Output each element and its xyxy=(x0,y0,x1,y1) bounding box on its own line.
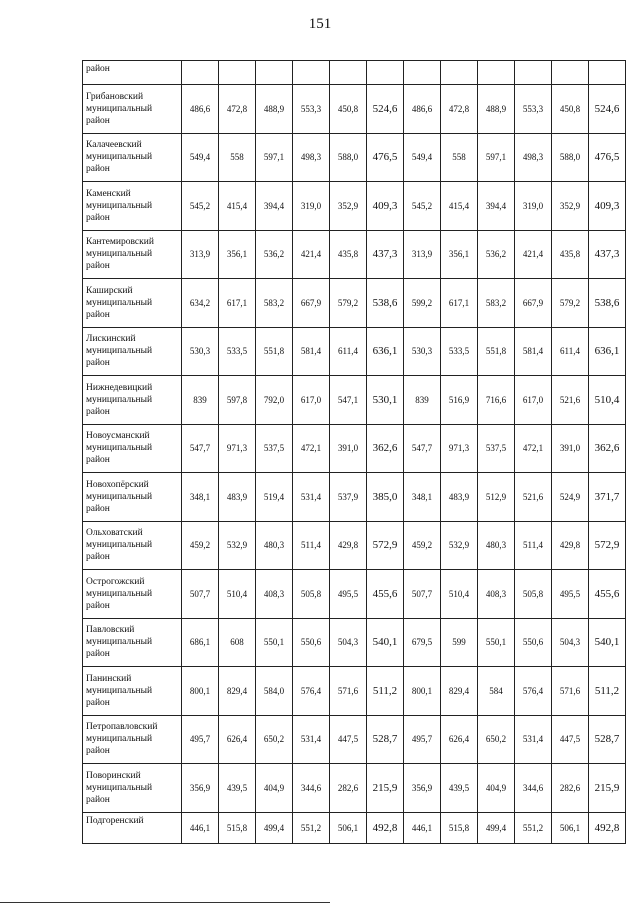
value-cell: 352,9 xyxy=(330,182,367,231)
value-cell: 371,7 xyxy=(589,473,626,522)
value-cell: 599,2 xyxy=(404,279,441,328)
value-cell: 515,8 xyxy=(441,812,478,843)
value-cell: 409,3 xyxy=(367,182,404,231)
value-cell: 437,3 xyxy=(367,230,404,279)
value-cell: 545,2 xyxy=(404,182,441,231)
district-name-cell: Панинский муниципальный район xyxy=(83,667,182,716)
table-row xyxy=(83,424,626,473)
value-cell: 483,9 xyxy=(219,473,256,522)
page-number: 151 xyxy=(308,16,332,32)
value-cell: 447,5 xyxy=(330,715,367,764)
district-name-cell: Кантемировский муниципальный район xyxy=(83,230,182,279)
value-cell: 282,6 xyxy=(330,764,367,813)
value-cell: 532,9 xyxy=(219,521,256,570)
value-cell: 521,6 xyxy=(552,376,589,425)
value-cell: 581,4 xyxy=(515,327,552,376)
value-cell: 626,4 xyxy=(219,715,256,764)
value-cell: 476,5 xyxy=(367,133,404,182)
value-cell: 611,4 xyxy=(330,327,367,376)
district-name-cell: Острогожский муниципальный район xyxy=(83,570,182,619)
value-cell: 550,1 xyxy=(478,618,515,667)
district-name-cell: Новоусманский муниципальный район xyxy=(83,424,182,473)
value-cell: 391,0 xyxy=(552,424,589,473)
value-cell: 362,6 xyxy=(589,424,626,473)
value-cell: 492,8 xyxy=(367,812,404,843)
table-row xyxy=(83,473,626,522)
value-cell: 551,8 xyxy=(256,327,293,376)
value-cell: 510,4 xyxy=(441,570,478,619)
table-row xyxy=(83,133,626,182)
value-cell: 356,9 xyxy=(404,764,441,813)
value-cell: 313,9 xyxy=(182,230,219,279)
value-cell: 437,3 xyxy=(589,230,626,279)
value-cell: 348,1 xyxy=(182,473,219,522)
value-cell: 476,5 xyxy=(589,133,626,182)
value-cell: 356,1 xyxy=(219,230,256,279)
value-cell: 537,5 xyxy=(256,424,293,473)
value-cell: 446,1 xyxy=(182,812,219,843)
value-cell: 446,1 xyxy=(404,812,441,843)
data-table xyxy=(82,60,626,844)
value-cell: 572,9 xyxy=(589,521,626,570)
value-cell: 362,6 xyxy=(367,424,404,473)
value-cell: 572,9 xyxy=(367,521,404,570)
value-cell: 533,5 xyxy=(219,327,256,376)
value-cell: 439,5 xyxy=(441,764,478,813)
value-cell: 579,2 xyxy=(330,279,367,328)
value-cell: 495,5 xyxy=(330,570,367,619)
value-cell: 839 xyxy=(404,376,441,425)
value-cell: 511,4 xyxy=(293,521,330,570)
value-cell: 215,9 xyxy=(589,764,626,813)
value-cell: 971,3 xyxy=(219,424,256,473)
value-cell: 483,9 xyxy=(441,473,478,522)
table-row xyxy=(83,279,626,328)
value-cell: 459,2 xyxy=(404,521,441,570)
value-cell: 550,6 xyxy=(515,618,552,667)
value-cell: 495,5 xyxy=(552,570,589,619)
value-cell: 532,9 xyxy=(441,521,478,570)
value-cell: 839 xyxy=(182,376,219,425)
value-cell: 531,4 xyxy=(515,715,552,764)
value-cell: 549,4 xyxy=(404,133,441,182)
value-cell: 409,3 xyxy=(589,182,626,231)
value-cell: 352,9 xyxy=(552,182,589,231)
value-cell: 551,8 xyxy=(478,327,515,376)
value-cell: 504,3 xyxy=(330,618,367,667)
district-name-cell: Поворинский муниципальный район xyxy=(83,764,182,813)
value-cell: 498,3 xyxy=(293,133,330,182)
value-cell: 588,0 xyxy=(330,133,367,182)
district-name-cell: Ольховатский муниципальный район xyxy=(83,521,182,570)
value-cell: 550,1 xyxy=(256,618,293,667)
value-cell: 679,5 xyxy=(404,618,441,667)
value-cell: 313,9 xyxy=(404,230,441,279)
value-cell: 650,2 xyxy=(478,715,515,764)
value-cell: 391,0 xyxy=(330,424,367,473)
value-cell: 540,1 xyxy=(367,618,404,667)
value-cell: 472,8 xyxy=(441,85,478,134)
value-cell: 626,4 xyxy=(441,715,478,764)
value-cell: 588,0 xyxy=(552,133,589,182)
value-cell: 800,1 xyxy=(182,667,219,716)
footnote-divider xyxy=(0,902,330,903)
value-cell: 511,2 xyxy=(367,667,404,716)
value-cell: 499,4 xyxy=(256,812,293,843)
value-cell: 348,1 xyxy=(404,473,441,522)
value-cell: 597,1 xyxy=(478,133,515,182)
value-cell: 505,8 xyxy=(293,570,330,619)
value-cell: 459,2 xyxy=(182,521,219,570)
row-label: район xyxy=(83,61,182,85)
value-cell: 495,7 xyxy=(404,715,441,764)
value-cell: 415,4 xyxy=(441,182,478,231)
table-row xyxy=(83,230,626,279)
value-cell: 492,8 xyxy=(589,812,626,843)
value-cell: 415,4 xyxy=(219,182,256,231)
value-cell: 486,6 xyxy=(404,85,441,134)
value-cell: 488,9 xyxy=(478,85,515,134)
table-row xyxy=(83,182,626,231)
value-cell: 553,3 xyxy=(293,85,330,134)
value-cell: 536,2 xyxy=(256,230,293,279)
value-cell: 507,7 xyxy=(404,570,441,619)
value-cell: 551,2 xyxy=(515,812,552,843)
table-row xyxy=(83,715,626,764)
value-cell: 531,4 xyxy=(293,715,330,764)
value-cell: 282,6 xyxy=(552,764,589,813)
value-cell: 549,4 xyxy=(182,133,219,182)
table-row xyxy=(83,764,626,813)
value-cell: 524,6 xyxy=(367,85,404,134)
value-cell: 510,4 xyxy=(589,376,626,425)
district-name-cell: Новохопёрский муниципальный район xyxy=(83,473,182,522)
value-cell: 617,1 xyxy=(219,279,256,328)
district-name-cell: Павловский муниципальный район xyxy=(83,618,182,667)
value-cell: 667,9 xyxy=(293,279,330,328)
value-cell: 584,0 xyxy=(256,667,293,716)
district-name-cell: Нижнедевицкий муниципальный район xyxy=(83,376,182,425)
value-cell: 515,8 xyxy=(219,812,256,843)
value-cell: 506,1 xyxy=(552,812,589,843)
value-cell: 530,3 xyxy=(182,327,219,376)
value-cell: 597,1 xyxy=(256,133,293,182)
district-name-cell: Подгоренский xyxy=(83,812,182,843)
value-cell: 408,3 xyxy=(478,570,515,619)
value-cell: 576,4 xyxy=(515,667,552,716)
value-cell: 511,2 xyxy=(589,667,626,716)
value-cell: 576,4 xyxy=(293,667,330,716)
value-cell: 538,6 xyxy=(367,279,404,328)
value-cell: 536,2 xyxy=(478,230,515,279)
value-cell: 455,6 xyxy=(589,570,626,619)
value-cell: 472,1 xyxy=(293,424,330,473)
value-cell: 599 xyxy=(441,618,478,667)
value-cell: 716,6 xyxy=(478,376,515,425)
table-row xyxy=(83,327,626,376)
table-row xyxy=(83,667,626,716)
value-cell: 429,8 xyxy=(330,521,367,570)
value-cell: 579,2 xyxy=(552,279,589,328)
value-cell: 319,0 xyxy=(293,182,330,231)
value-cell: 538,6 xyxy=(589,279,626,328)
value-cell: 488,9 xyxy=(256,85,293,134)
value-cell: 551,2 xyxy=(293,812,330,843)
value-cell: 507,7 xyxy=(182,570,219,619)
value-cell: 319,0 xyxy=(515,182,552,231)
value-cell: 519,4 xyxy=(256,473,293,522)
value-cell: 435,8 xyxy=(330,230,367,279)
value-cell: 537,5 xyxy=(478,424,515,473)
value-cell: 450,8 xyxy=(330,85,367,134)
value-cell: 521,6 xyxy=(515,473,552,522)
value-cell: 429,8 xyxy=(552,521,589,570)
value-cell: 617,1 xyxy=(441,279,478,328)
value-cell: 356,1 xyxy=(441,230,478,279)
value-cell: 421,4 xyxy=(515,230,552,279)
district-name-cell: Грибановский муниципальный район xyxy=(83,85,182,134)
value-cell: 447,5 xyxy=(552,715,589,764)
value-cell: 792,0 xyxy=(256,376,293,425)
value-cell: 545,2 xyxy=(182,182,219,231)
value-cell: 486,6 xyxy=(182,85,219,134)
value-cell: 686,1 xyxy=(182,618,219,667)
value-cell: 498,3 xyxy=(515,133,552,182)
value-cell: 650,2 xyxy=(256,715,293,764)
value-cell: 558 xyxy=(441,133,478,182)
value-cell: 550,6 xyxy=(293,618,330,667)
value-cell: 583,2 xyxy=(256,279,293,328)
value-cell: 971,3 xyxy=(441,424,478,473)
table-row xyxy=(83,376,626,425)
value-cell: 611,4 xyxy=(552,327,589,376)
value-cell: 547,7 xyxy=(404,424,441,473)
value-cell: 394,4 xyxy=(478,182,515,231)
value-cell: 553,3 xyxy=(515,85,552,134)
value-cell: 571,6 xyxy=(552,667,589,716)
district-name-cell: Каширский муниципальный район xyxy=(83,279,182,328)
value-cell: 450,8 xyxy=(552,85,589,134)
table-row xyxy=(83,618,626,667)
value-cell: 472,8 xyxy=(219,85,256,134)
table-row xyxy=(83,812,626,843)
value-cell: 667,9 xyxy=(515,279,552,328)
value-cell: 581,4 xyxy=(293,327,330,376)
table-row xyxy=(83,61,626,85)
value-cell: 506,1 xyxy=(330,812,367,843)
value-cell: 215,9 xyxy=(367,764,404,813)
value-cell: 480,3 xyxy=(478,521,515,570)
value-cell: 524,6 xyxy=(589,85,626,134)
district-name-cell: Калачеевский муниципальный район xyxy=(83,133,182,182)
value-cell: 524,9 xyxy=(552,473,589,522)
value-cell: 547,7 xyxy=(182,424,219,473)
value-cell: 512,9 xyxy=(478,473,515,522)
value-cell: 404,9 xyxy=(478,764,515,813)
value-cell: 530,3 xyxy=(404,327,441,376)
value-cell: 511,4 xyxy=(515,521,552,570)
value-cell: 344,6 xyxy=(515,764,552,813)
value-cell: 510,4 xyxy=(219,570,256,619)
value-cell: 504,3 xyxy=(552,618,589,667)
district-name-cell: Каменский муниципальный район xyxy=(83,182,182,231)
value-cell: 394,4 xyxy=(256,182,293,231)
value-cell: 800,1 xyxy=(404,667,441,716)
value-cell: 455,6 xyxy=(367,570,404,619)
value-cell: 505,8 xyxy=(515,570,552,619)
value-cell: 533,5 xyxy=(441,327,478,376)
value-cell: 634,2 xyxy=(182,279,219,328)
value-cell: 528,7 xyxy=(589,715,626,764)
value-cell: 516,9 xyxy=(441,376,478,425)
value-cell: 636,1 xyxy=(367,327,404,376)
value-cell: 608 xyxy=(219,618,256,667)
district-name-cell: Петропавловский муниципальный район xyxy=(83,715,182,764)
value-cell: 617,0 xyxy=(515,376,552,425)
table-row xyxy=(83,570,626,619)
value-cell: 531,4 xyxy=(293,473,330,522)
value-cell: 528,7 xyxy=(367,715,404,764)
value-cell: 499,4 xyxy=(478,812,515,843)
value-cell: 495,7 xyxy=(182,715,219,764)
value-cell: 385,0 xyxy=(367,473,404,522)
value-cell: 537,9 xyxy=(330,473,367,522)
value-cell: 558 xyxy=(219,133,256,182)
value-cell: 636,1 xyxy=(589,327,626,376)
value-cell: 408,3 xyxy=(256,570,293,619)
value-cell: 530,1 xyxy=(367,376,404,425)
value-cell: 584 xyxy=(478,667,515,716)
value-cell: 344,6 xyxy=(293,764,330,813)
value-cell: 617,0 xyxy=(293,376,330,425)
value-cell: 356,9 xyxy=(182,764,219,813)
value-cell: 597,8 xyxy=(219,376,256,425)
value-cell: 435,8 xyxy=(552,230,589,279)
value-cell: 829,4 xyxy=(219,667,256,716)
value-cell: 547,1 xyxy=(330,376,367,425)
table-row xyxy=(83,85,626,134)
value-cell: 421,4 xyxy=(293,230,330,279)
value-cell: 829,4 xyxy=(441,667,478,716)
value-cell: 480,3 xyxy=(256,521,293,570)
value-cell: 439,5 xyxy=(219,764,256,813)
district-name-cell: Лискинский муниципальный район xyxy=(83,327,182,376)
value-cell: 404,9 xyxy=(256,764,293,813)
value-cell: 540,1 xyxy=(589,618,626,667)
table-row xyxy=(83,521,626,570)
value-cell: 571,6 xyxy=(330,667,367,716)
value-cell: 583,2 xyxy=(478,279,515,328)
value-cell: 472,1 xyxy=(515,424,552,473)
